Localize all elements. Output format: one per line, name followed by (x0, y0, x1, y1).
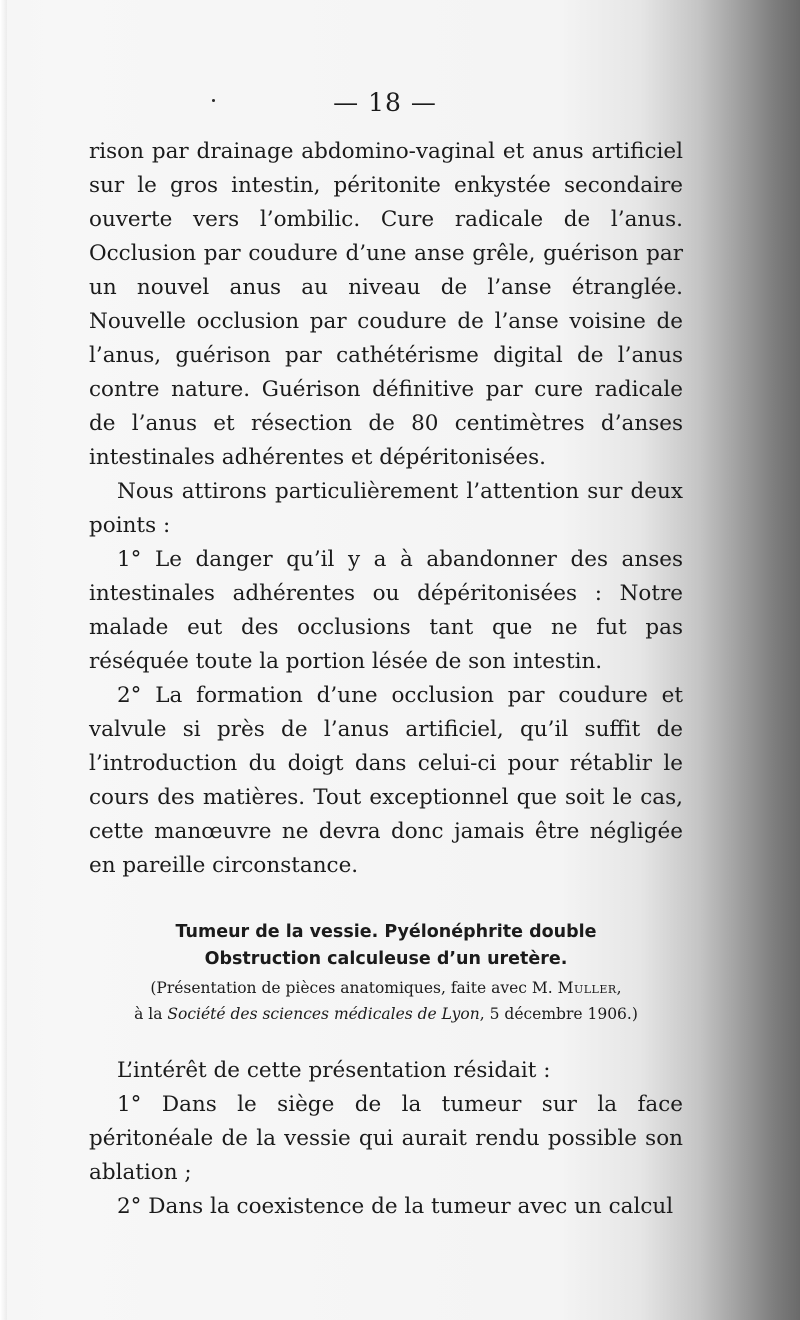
paragraph-point-1: 1° Le danger qu’il y a à abandonner des anses intestinales adhérentes ou dépéritonisées : Notre malade eut des occlusions tant que ne fut pas réséquée toute la portion lésée de son intestin. (89, 547, 683, 674)
page-edge (0, 0, 7, 1320)
note-text-2: , (616, 979, 622, 997)
note-society: Société des sciences médicales de Lyon (167, 1005, 480, 1023)
note-text-4: , 5 décembre 1906.) (479, 1005, 638, 1023)
paragraph-interest: L’intérêt de cette présentation résidait : (117, 1058, 551, 1083)
section-title-line-2: Obstruction calculeuse d’un uretère. (204, 949, 568, 969)
text-block-top (89, 135, 683, 883)
paragraph-intro-points: Nous attirons particulièrement l’attention sur deux points : (89, 479, 683, 538)
note-author-name: Muller (557, 979, 617, 997)
note-text-3: à la (134, 1005, 168, 1023)
section-note (86, 975, 686, 1027)
note-text-1: (Présentation de pièces anatomiques, faite avec M. (150, 979, 558, 997)
page-number: — 18 — (333, 88, 437, 117)
paragraph-interest-1: 1° Dans le siège de la tumeur sur la face péritonéale de la vessie qui aurait rendu possible son ablation ; (89, 1092, 683, 1185)
section-title-line-1: Tumeur de la vessie. Pyélonéphrite double (175, 922, 597, 942)
paragraph-point-2: 2° La formation d’une occlusion par coudure et valvule si près de l’anus artificiel, qu’il suffit de l’introduction du doigt dans celui-ci pour rétablir le cours des matières. Tout exceptionnel que soit le cas, cette manœuvre ne devra donc jamais être négligée en pareille circonstance. (89, 683, 683, 878)
paragraph-interest-2: 2° Dans la coexistence de la tumeur avec un calcul (117, 1194, 674, 1219)
section-heading-block (86, 919, 686, 1027)
paragraph-continued: rison par drainage abdomino-vaginal et anus artificiel sur le gros intestin, péritonite enkystée secondaire ouverte vers l’ombilic. Cure radicale de l’anus. Occlusion par coudure d’une anse grêle, guérison par un nouvel anus au niveau de l’anse étranglée. Nouvelle occlusion par coudure de l’anse voisine de l’anus, guérison par cathétérisme digital de l’anus contre nature. Guérison définitive par cure radicale de l’anus et résection de 80 centimètres d’anses intestinales adhérentes et dépéritonisées. (89, 139, 683, 470)
text-block-bottom (89, 1054, 683, 1224)
